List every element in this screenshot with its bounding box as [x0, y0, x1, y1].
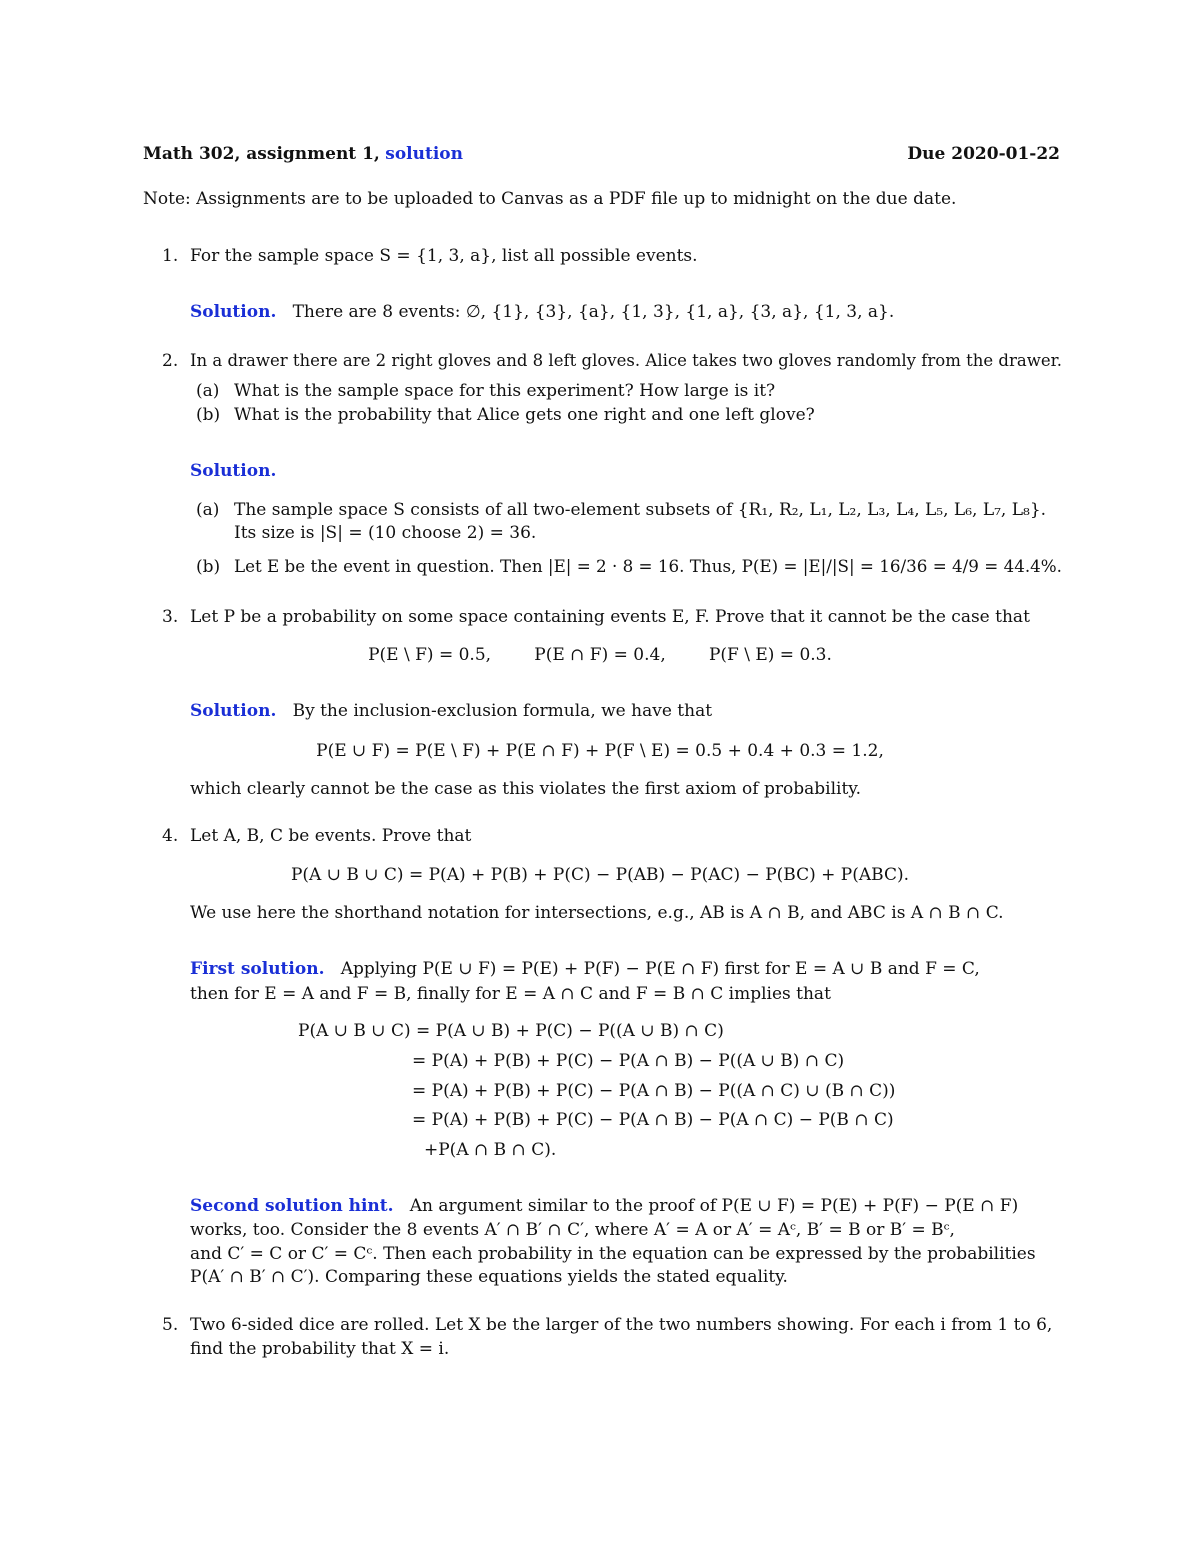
- problem-1-solution: [190, 301, 894, 324]
- problem-2-part-b-text: What is the probability that Alice gets one right and one left glove?: [234, 405, 815, 425]
- solution-2a-label: (a): [196, 500, 220, 520]
- due-date: Due 2020-01-22: [907, 144, 1060, 164]
- problem-3-equation: P(E \ F) = 0.5, P(E ∩ F) = 0.4, P(F \ E) = 0.3.: [368, 645, 832, 665]
- derivation-line-2: = P(A) + P(B) + P(C) − P(A ∩ B) − P((A ∪ B) ∩ C): [412, 1051, 845, 1071]
- solution-2b-label: (b): [196, 557, 221, 577]
- derivation-line-3: = P(A) + P(B) + P(C) − P(A ∩ B) − P((A ∩ C) ∪ (B ∩ C)): [412, 1081, 896, 1101]
- derivation-line-4: = P(A) + P(B) + P(C) − P(A ∩ B) − P(A ∩ C) − P(B ∩ C): [412, 1110, 894, 1130]
- first-solution-label: First solution.: [190, 959, 325, 979]
- second-solution-line1: [190, 1195, 1018, 1218]
- first-solution-line2: then for E = A and F = B, finally for E = A ∩ C and F = B ∩ C implies that: [190, 984, 831, 1004]
- problem-4-number: 4.: [162, 826, 179, 846]
- problem-5-number: 5.: [162, 1315, 179, 1335]
- second-solution-line3: and C′ = C or C′ = Cᶜ. Then each probability in the equation can be expressed by the probabilities: [190, 1244, 1036, 1264]
- problem-2-number: 2.: [162, 351, 179, 371]
- problem-3-solution-after: which clearly cannot be the case as this violates the first axiom of probability.: [190, 779, 862, 799]
- note: Note: Assignments are to be uploaded to Canvas as a PDF file up to midnight on the due date.: [143, 189, 957, 209]
- solution-text: There are 8 events: ∅, {1}, {3}, {a}, {1, 3}, {1, a}, {3, a}, {1, 3, a}.: [292, 302, 895, 322]
- problem-3-solution: [190, 700, 712, 723]
- problem-2-part-a-label: (a): [196, 381, 220, 401]
- second-solution-label: Second solution hint.: [190, 1196, 394, 1216]
- solution-2b-line1: Let E be the event in question. Then |E| = 2 · 8 = 16. Thus, P(E) = |E|/|S| = 16/36 = 4/9 = 44.4%.: [234, 557, 1062, 577]
- second-solution-line2: works, too. Consider the 8 events A′ ∩ B′ ∩ C′, where A′ = A or A′ = Aᶜ, B′ = B or B′ = Bᶜ,: [190, 1220, 955, 1240]
- problem-1-number: 1.: [162, 246, 179, 266]
- first-solution-text: Applying P(E ∪ F) = P(E) + P(F) − P(E ∩ F) first for E = A ∪ B and F = C,: [340, 959, 980, 979]
- problem-4-text: Let A, B, C be events. Prove that: [190, 826, 472, 846]
- header-title: [143, 143, 463, 166]
- problem-1-text: For the sample space S = {1, 3, a}, list all possible events.: [190, 246, 698, 266]
- problem-2-part-b-label: (b): [196, 405, 221, 425]
- solution-label: Solution.: [190, 701, 277, 721]
- solution-word: solution: [385, 144, 463, 164]
- problem-4-after: We use here the shorthand notation for intersections, e.g., AB is A ∩ B, and ABC is A ∩ B ∩ C.: [190, 903, 1004, 923]
- problem-3-text: Let P be a probability on some space containing events E, F. Prove that it cannot be the case that: [190, 607, 1030, 627]
- derivation-line-5: +P(A ∩ B ∩ C).: [424, 1140, 557, 1160]
- problem-2-solution-label: Solution.: [190, 461, 277, 481]
- solution-label: Solution.: [190, 302, 277, 322]
- solution-text: By the inclusion-exclusion formula, we have that: [292, 701, 713, 721]
- problem-2-text: In a drawer there are 2 right gloves and 8 left gloves. Alice takes two gloves randomly from the drawer.: [190, 351, 1062, 371]
- second-solution-text: An argument similar to the proof of P(E ∪ F) = P(E) + P(F) − P(E ∩ F): [409, 1196, 1019, 1216]
- problem-3-solution-equation: P(E ∪ F) = P(E \ F) + P(E ∩ F) + P(F \ E) = 0.5 + 0.4 + 0.3 = 1.2,: [316, 741, 884, 761]
- problem-3-number: 3.: [162, 607, 179, 627]
- problem-2-part-a-text: What is the sample space for this experiment? How large is it?: [234, 381, 776, 401]
- solution-2a-line1: The sample space S consists of all two-element subsets of {R₁, R₂, L₁, L₂, L₃, L₄, L₅, L₆, L₇, L₈}.: [234, 500, 1047, 520]
- second-solution-line4: P(A′ ∩ B′ ∩ C′). Comparing these equations yields the stated equality.: [190, 1267, 788, 1287]
- solution-2a-line2: Its size is |S| = (10 choose 2) = 36.: [234, 523, 537, 543]
- problem-5-line1: Two 6-sided dice are rolled. Let X be the larger of the two numbers showing. For each i from 1 to 6,: [190, 1315, 1053, 1335]
- assignment-title: Math 302, assignment 1,: [143, 144, 380, 164]
- derivation-line-1: P(A ∪ B ∪ C) = P(A ∪ B) + P(C) − P((A ∪ B) ∩ C): [298, 1021, 724, 1041]
- problem-4-equation: P(A ∪ B ∪ C) = P(A) + P(B) + P(C) − P(AB) − P(AC) − P(BC) + P(ABC).: [290, 865, 909, 885]
- first-solution-line1: [190, 958, 980, 981]
- problem-5-line2: find the probability that X = i.: [190, 1339, 450, 1359]
